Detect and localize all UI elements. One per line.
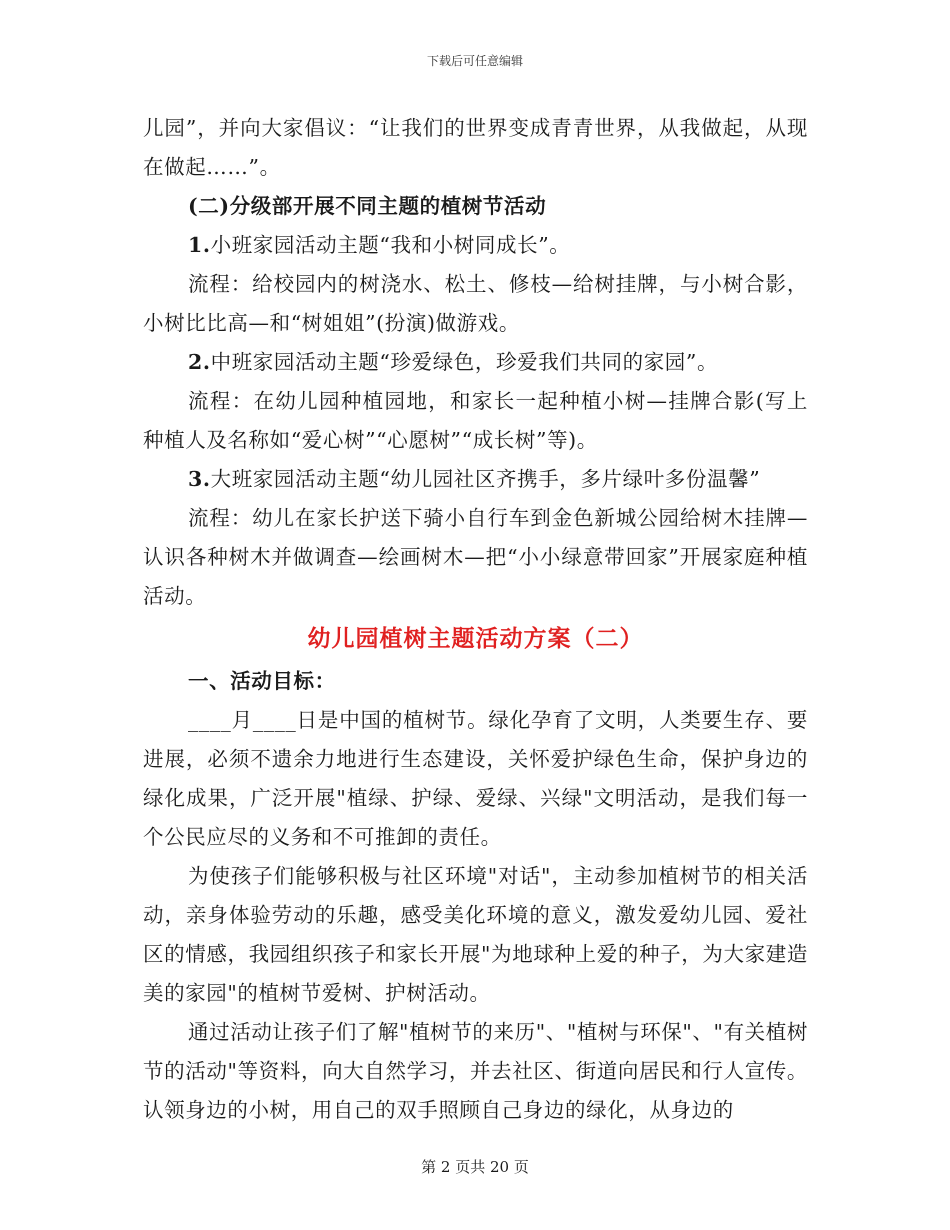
list-item <box>143 343 808 382</box>
list-item <box>143 226 808 265</box>
paragraph: 通过活动让孩子们了解"植树节的来历"、"植树与环保"、"有关植树节的活动"等资料，向大自然学习，并去社区、街道向居民和行人宣传。认领身边的小树，用自己的双手照顾自己身边的绿化，从身边的 <box>143 1020 808 1122</box>
subheading: (二)分级部开展不同主题的植树节活动 <box>188 194 547 218</box>
list-item <box>143 460 808 499</box>
paragraph: ____月____日是中国的植树节。绿化孕育了文明，人类要生存、要进展，必须不遗余力地进行生态建设，关怀爱护绿色生命，保护身边的绿化成果，广泛开展"植绿、护绿、爱绿、兴绿"文明活动，是我们每一个公民应尽的义务和不可推卸的责任。 <box>143 708 808 849</box>
paragraph: 流程：幼儿在家长护送下骑小自行车到金色新城公园给树木挂牌—认识各种树木并做调查—绘画树木—把“小小绿意带回家”开展家庭种植活动。 <box>143 506 808 608</box>
list-item-text: 小班家园活动主题“我和小树同成长”。 <box>210 233 571 257</box>
section-title: 幼儿园植树主题活动方案（二） <box>307 625 644 652</box>
page-footer: 第 2 页共 20 页 <box>421 1158 529 1176</box>
list-number: 2. <box>188 350 211 374</box>
list-number: 3. <box>188 467 211 491</box>
document-body <box>143 109 808 1130</box>
paragraph: 流程：给校园内的树浇水、松土、修枝—给树挂牌，与小树合影，小树比比高—和“树姐姐”(扮演)做游戏。 <box>143 272 808 335</box>
paragraph: 为使孩子们能够积极与社区环境"对话"，主动参加植树节的相关活动，亲身体验劳动的乐趣，感受美化环境的意义，激发爱幼儿园、爱社区的情感，我园组织孩子和家长开展"为地球种上爱的种子，为大家建造美的家园"的植树节爱树、护树活动。 <box>143 864 808 1005</box>
list-item-text: 中班家园活动主题“珍爱绿色，珍爱我们共同的家园”。 <box>210 350 719 374</box>
page-header: 下载后可任意编辑 <box>426 54 523 68</box>
paragraph: 流程：在幼儿园种植园地，和家长一起种植小树—挂牌合影(写上种植人及名称如“爱心树”“心愿树”“成长树”等)。 <box>143 389 808 452</box>
list-number: 1. <box>188 233 211 257</box>
subheading: 一、活动目标： <box>188 669 336 693</box>
list-item-text: 大班家园活动主题“幼儿园社区齐携手，多片绿叶多份温馨” <box>210 467 761 491</box>
paragraph: 儿园”，并向大家倡议：“让我们的世界变成青青世界，从我做起，从现在做起……”。 <box>143 116 808 179</box>
